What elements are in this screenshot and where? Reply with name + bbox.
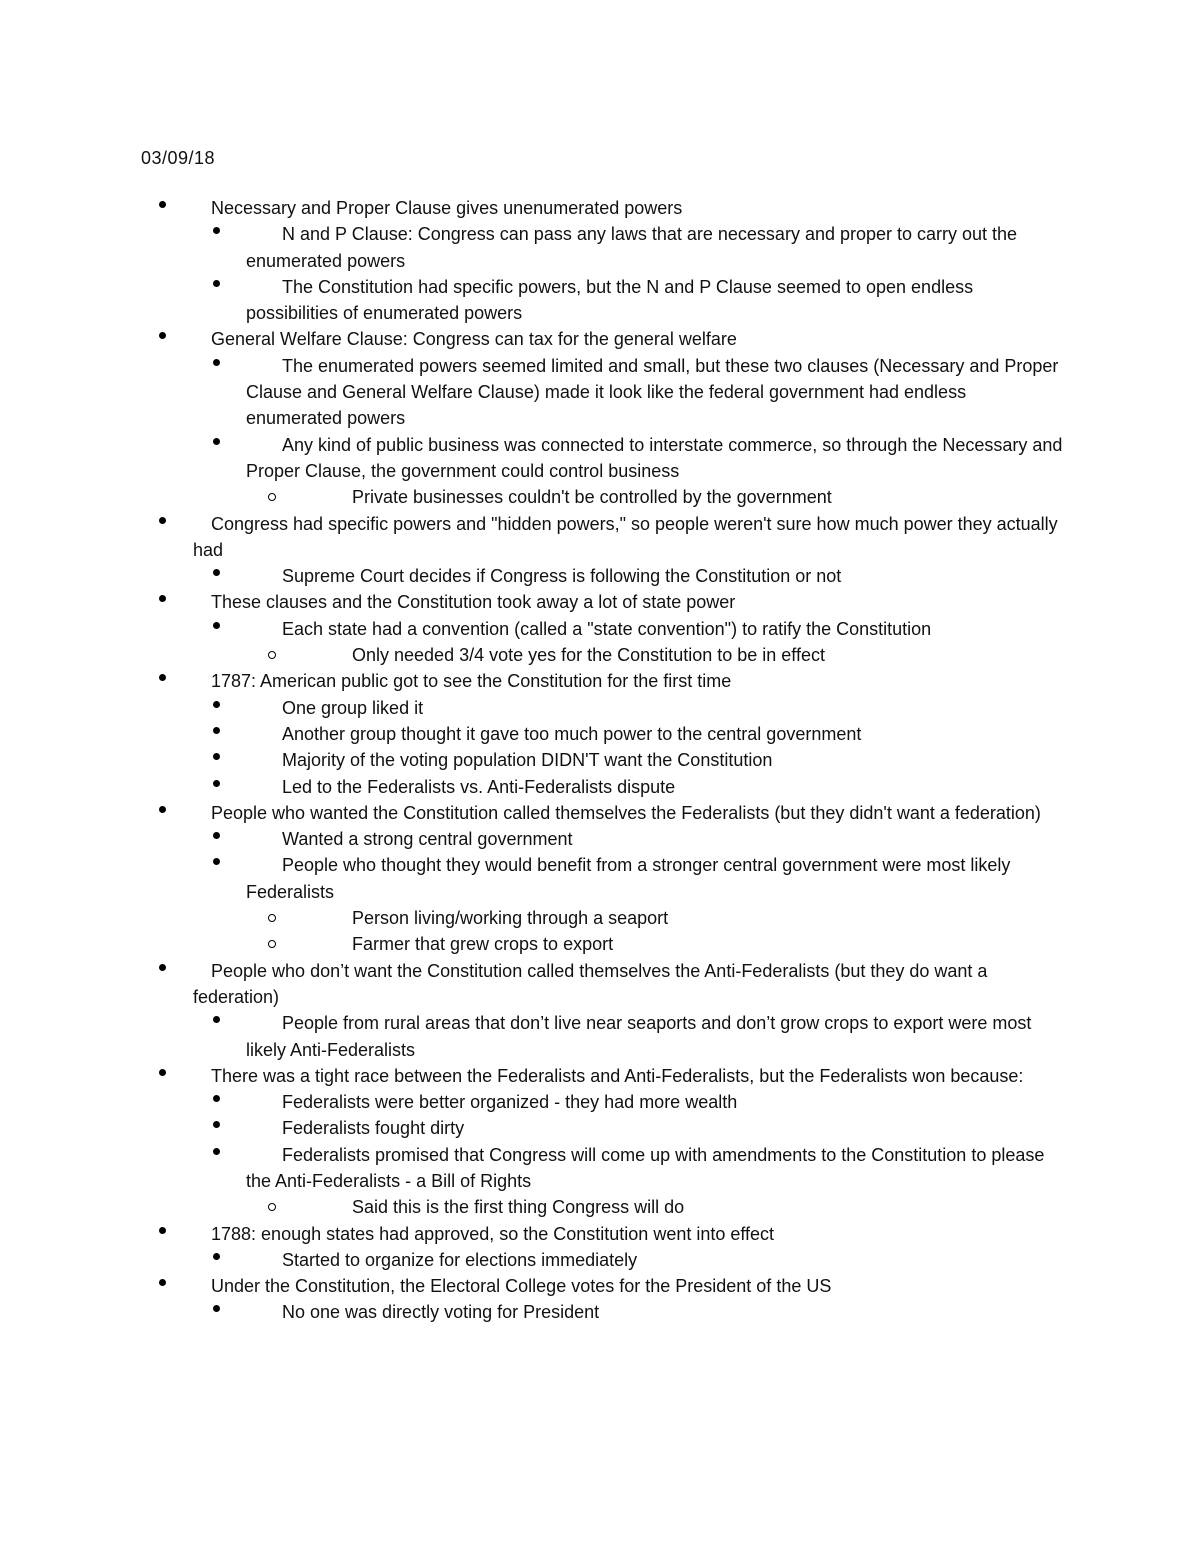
bullet-icon [159,964,166,971]
list-item-text: Private businesses couldn't be controlled by the government [352,487,832,508]
list-item [0,1115,1066,1141]
list-item-text: Each state had a convention (called a "state convention") to ratify the Constitution [282,618,932,639]
bullet-icon [213,359,220,366]
bullet-icon [213,727,220,734]
list-item-text: People who thought they would benefit from a stronger central government were most likely Federalists [246,855,1011,902]
bullet-icon [159,1279,166,1286]
list-item [0,1299,1066,1325]
list-item-text: Person living/working through a seaport [352,908,669,929]
list-item-text: 1788: enough states had approved, so the Constitution went into effect [211,1223,775,1244]
bullet-icon [159,201,166,208]
list-item-text: These clauses and the Constitution took away a lot of state power [211,592,736,613]
bullet-icon [159,806,166,813]
note-date: 03/09/18 [141,148,216,168]
hollow-bullet-icon [268,914,276,922]
list-item-text: Farmer that grew crops to export [352,934,614,955]
bullet-icon [213,753,220,760]
list-item-text: One group liked it [282,697,424,718]
bullet-icon [159,1227,166,1234]
bullet-icon [213,622,220,629]
bullet-icon [213,1253,220,1260]
list-item [0,1221,1073,1247]
list-item-text: Necessary and Proper Clause gives unenumerated powers [211,198,683,218]
bullet-icon [213,832,220,839]
hollow-bullet-icon [268,940,276,948]
bullet-icon [213,227,220,234]
list-item [0,221,1066,274]
bullet-icon [213,1095,220,1102]
bullet-list [0,195,1200,1326]
list-item-text: Only needed 3/4 vote yes for the Constitution to be in effect [352,645,825,666]
hollow-bullet-icon [268,651,276,659]
list-item [0,432,1066,485]
list-item [0,511,1073,564]
list-item [0,1089,1066,1115]
list-item-text: Led to the Federalists vs. Anti-Federalists dispute [282,776,676,797]
list-item [0,826,1066,852]
bullet-icon [213,569,220,576]
hollow-bullet-icon [268,1203,276,1211]
list-item-text: Federalists were better organized - they had more wealth [282,1092,738,1113]
list-item [0,1142,1066,1195]
list-item [0,616,1066,642]
bullet-icon [213,780,220,787]
list-item-text: Started to organize for elections immediately [282,1249,638,1270]
list-item-text: Said this is the first thing Congress will do [352,1197,685,1218]
list-item-text: Wanted a strong central government [282,829,573,850]
list-item-text: No one was directly voting for President [282,1302,600,1323]
list-item [0,1273,1073,1299]
list-item [0,353,1066,432]
hollow-bullet-icon [268,493,276,501]
list-item [0,589,1073,615]
list-item-text: Federalists promised that Congress will come up with amendments to the Constitution to please the Anti-Federalists - a Bill of Rights [246,1144,1045,1191]
list-item-text: 1787: American public got to see the Constitution for the first time [211,671,732,692]
bullet-icon [213,1305,220,1312]
list-item [0,800,1073,826]
bullet-icon [213,858,220,865]
list-item-text: There was a tight race between the Federalists and Anti-Federalists, but the Federalists won because: [211,1065,1024,1086]
list-item [0,695,1066,721]
bullet-icon [213,438,220,445]
list-item-text: The Constitution had specific powers, but the N and P Clause seemed to open endless possibilities of enumerated powers [246,276,974,324]
list-item [0,1063,1073,1089]
bullet-icon [213,1121,220,1128]
list-item [0,852,1066,905]
list-item-text: The enumerated powers seemed limited and small, but these two clauses (Necessary and Proper Clause and General Welfare Clause) made it look like the federal government had endless enumerated powers [246,355,1059,429]
bullet-icon [159,1069,166,1076]
list-item [0,195,1073,221]
list-item [0,747,1066,773]
list-item-text: Another group thought it gave too much power to the central government [282,723,862,744]
list-item [0,484,1052,510]
list-item-text: N and P Clause: Congress can pass any laws that are necessary and proper to carry out the enumerated powers [246,224,1018,271]
list-item [0,1194,1052,1220]
list-item [0,958,1073,1011]
list-item-text: Supreme Court decides if Congress is following the Constitution or not [282,566,842,587]
list-item [0,1247,1066,1273]
list-item-text: Congress had specific powers and "hidden powers," so people weren't sure how much power they actually had [193,513,1058,560]
list-item [0,721,1066,747]
list-item-text: Majority of the voting population DIDN'T want the Constitution [282,750,773,771]
list-item [0,668,1073,694]
list-item-text: People who wanted the Constitution called themselves the Federalists (but they didn't want a federation) [211,802,1041,823]
list-item-text: General Welfare Clause: Congress can tax for the general welfare [211,329,737,350]
bullet-icon [159,517,166,524]
list-item [0,274,1066,327]
list-item-text: Federalists fought dirty [282,1118,465,1139]
list-item [0,905,1052,931]
bullet-icon [159,595,166,602]
list-item [0,931,1052,957]
bullet-icon [213,1148,220,1155]
list-item [0,1010,1066,1063]
list-item-text: Under the Constitution, the Electoral College votes for the President of the US [211,1276,832,1297]
bullet-icon [213,1016,220,1023]
bullet-icon [159,332,166,339]
bullet-icon [213,280,220,287]
bullet-icon [159,674,166,681]
list-item [0,642,1052,668]
list-item [0,774,1066,800]
list-item [0,563,1066,589]
bullet-icon [213,701,220,708]
list-item-text: People from rural areas that don’t live near seaports and don’t grow crops to export were most likely Anti-Federalists [246,1013,1032,1060]
list-item-text: Any kind of public business was connected to interstate commerce, so through the Necessary and Proper Clause, the government could control business [246,434,1063,481]
list-item-text: People who don’t want the Constitution called themselves the Anti-Federalists (but they do want a federation) [193,960,988,1007]
list-item [0,326,1073,352]
